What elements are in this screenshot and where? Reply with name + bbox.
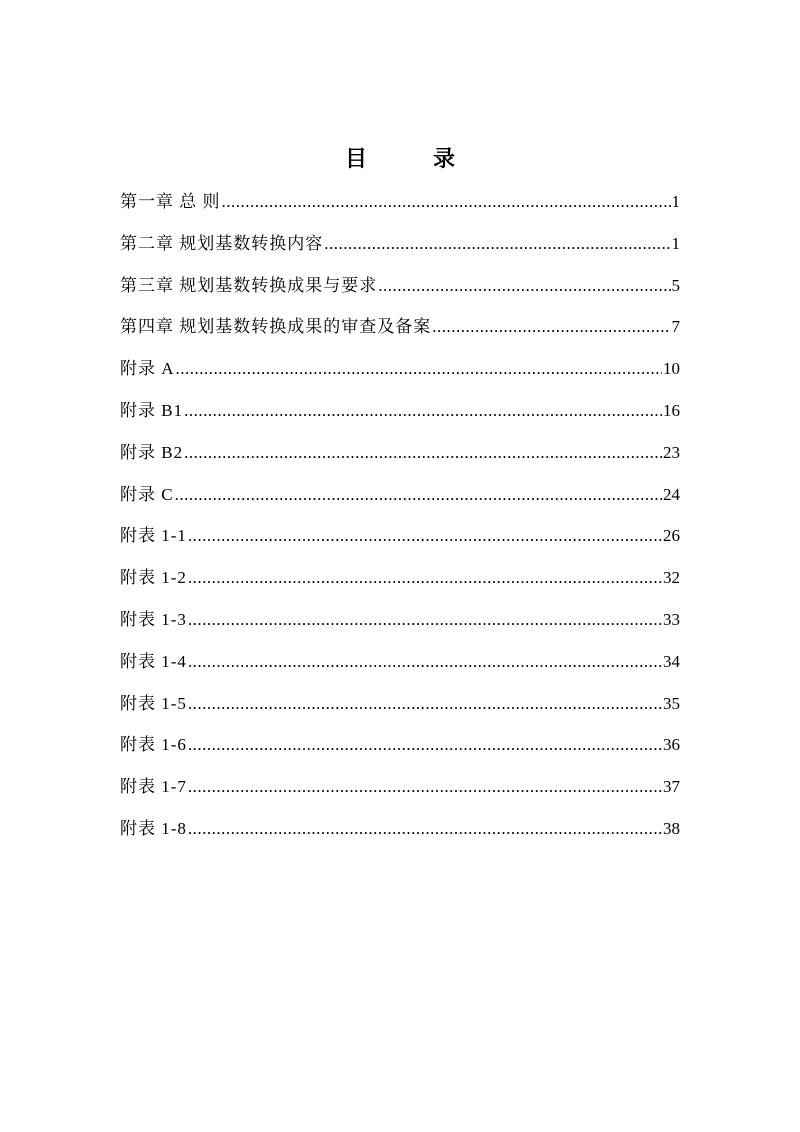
- toc-entry-label: 附表 1-2: [120, 568, 187, 588]
- toc-entry-page: 1: [671, 233, 680, 253]
- page-title: 目 录: [344, 147, 477, 172]
- toc-entry-label: 附表 1-1: [120, 526, 187, 546]
- toc-dot-leader: [184, 397, 662, 425]
- toc-entry-label: 附表 1-7: [120, 777, 187, 797]
- toc-dot-leader: [188, 606, 662, 634]
- toc-entry-label: 附录 C: [120, 484, 174, 504]
- toc-entry-page: 10: [663, 359, 680, 379]
- toc-entry-page: 24: [663, 484, 680, 504]
- toc-entry-chapter-4[interactable]: [120, 313, 680, 355]
- toc-entry-label: 第二章 规划基数转换内容: [120, 233, 324, 253]
- toc-entry-label: 附录 B1: [120, 400, 184, 420]
- table-of-contents: [120, 188, 680, 857]
- toc-dot-leader: [176, 355, 662, 383]
- toc-entry-table-1-4[interactable]: [120, 648, 680, 690]
- toc-entry-appendix-a[interactable]: [120, 355, 680, 397]
- toc-entry-label: 附表 1-5: [120, 693, 187, 713]
- toc-dot-leader: [222, 188, 671, 216]
- toc-entry-label: 附表 1-4: [120, 651, 187, 671]
- toc-entry-label: 附表 1-3: [120, 609, 187, 629]
- toc-entry-label: 第四章 规划基数转换成果的审查及备案: [120, 317, 432, 337]
- toc-entry-table-1-5[interactable]: [120, 690, 680, 732]
- toc-dot-leader: [378, 272, 670, 300]
- toc-entry-table-1-1[interactable]: [120, 522, 680, 564]
- toc-dot-leader: [188, 522, 662, 550]
- toc-entry-page: 5: [671, 275, 680, 295]
- toc-entry-label: 附录 A: [120, 359, 175, 379]
- toc-entry-table-1-7[interactable]: [120, 773, 680, 815]
- toc-entry-page: 37: [663, 777, 680, 797]
- toc-entry-chapter-3[interactable]: [120, 272, 680, 314]
- toc-dot-leader: [188, 564, 662, 592]
- toc-dot-leader: [188, 648, 662, 676]
- toc-entry-label: 附表 1-8: [120, 818, 187, 838]
- toc-entry-page: 16: [663, 400, 680, 420]
- toc-entry-page: 34: [663, 651, 680, 671]
- toc-entry-appendix-b1[interactable]: [120, 397, 680, 439]
- toc-entry-chapter-2[interactable]: [120, 230, 680, 272]
- toc-entry-label: 附表 1-6: [120, 735, 187, 755]
- toc-dot-leader: [188, 815, 662, 843]
- toc-entry-page: 35: [663, 693, 680, 713]
- toc-dot-leader: [188, 773, 662, 801]
- toc-entry-table-1-3[interactable]: [120, 606, 680, 648]
- toc-entry-label: 附录 B2: [120, 442, 184, 462]
- toc-dot-leader: [324, 230, 670, 258]
- toc-entry-appendix-b2[interactable]: [120, 439, 680, 481]
- toc-entry-page: 38: [663, 818, 680, 838]
- toc-entry-label: 第三章 规划基数转换成果与要求: [120, 275, 378, 295]
- toc-entry-page: 1: [671, 192, 680, 211]
- toc-entry-table-1-2[interactable]: [120, 564, 680, 606]
- toc-entry-appendix-c[interactable]: [120, 481, 680, 523]
- toc-entry-table-1-6[interactable]: [120, 731, 680, 773]
- toc-dot-leader: [188, 690, 662, 718]
- toc-dot-leader: [175, 481, 662, 509]
- toc-dot-leader: [188, 731, 662, 759]
- toc-dot-leader: [184, 439, 662, 467]
- toc-dot-leader: [432, 313, 670, 341]
- toc-entry-page: 32: [663, 568, 680, 588]
- toc-entry-page: 33: [663, 609, 680, 629]
- toc-entry-page: 36: [663, 735, 680, 755]
- toc-entry-page: 7: [671, 317, 680, 337]
- toc-entry-label: 第一章 总 则: [120, 192, 221, 211]
- toc-entry-chapter-1[interactable]: [120, 188, 680, 230]
- toc-entry-table-1-8[interactable]: [120, 815, 680, 857]
- toc-entry-page: 23: [663, 442, 680, 462]
- toc-entry-page: 26: [663, 526, 680, 546]
